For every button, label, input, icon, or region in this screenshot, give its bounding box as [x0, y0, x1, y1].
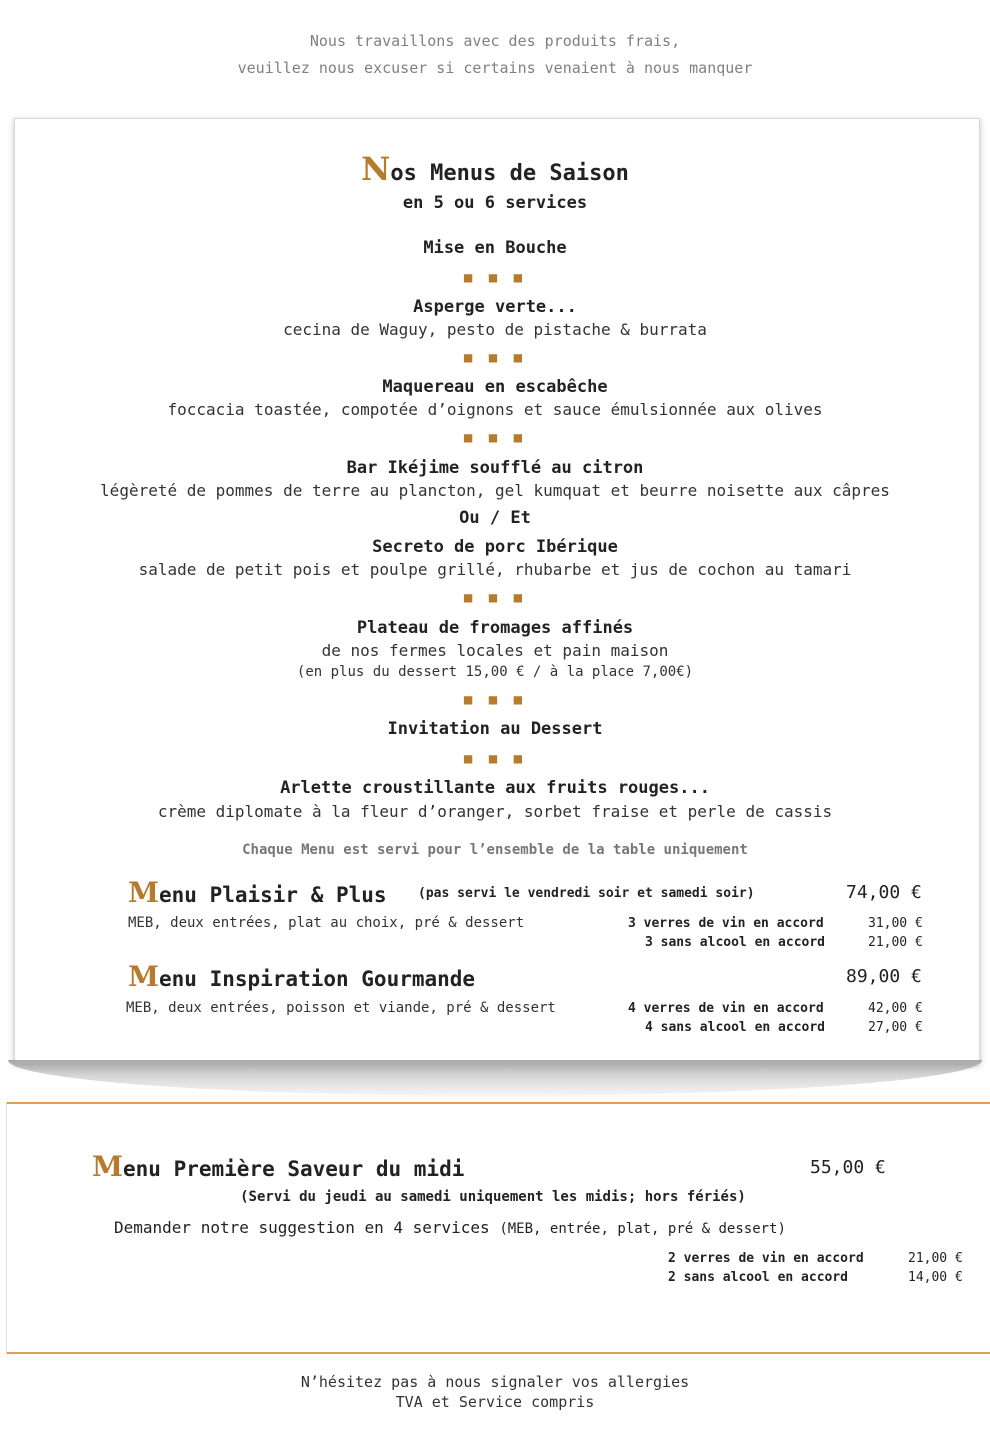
separator: ■ ■ ■	[463, 590, 527, 606]
course-3-name: Bar Ikéjime soufflé au citron	[346, 458, 644, 478]
separator: ■ ■ ■	[463, 430, 527, 446]
menu-plaisir-price: 74,00 €	[846, 882, 922, 903]
menu-inspiration-soft-price: 27,00 €	[868, 1020, 923, 1035]
course-2-name: Maquereau en escabêche	[382, 377, 608, 397]
menu-initial: M	[92, 1150, 123, 1183]
lunch-suggestion-detail: (MEB, entrée, plat, pré & dessert)	[499, 1221, 786, 1237]
menu-plaisir-title	[128, 876, 387, 909]
footer-tax: TVA et Service compris	[395, 1393, 595, 1411]
course-1-name: Asperge verte...	[413, 297, 577, 317]
menu-inspiration-title	[128, 960, 475, 993]
lunch-wine-pairing: 2 verres de vin en accord	[668, 1251, 864, 1266]
menu-inspiration-soft-pairing: 4 sans alcool en accord	[645, 1020, 826, 1035]
menu-plaisir-wine-pairing: 3 verres de vin en accord	[628, 916, 824, 931]
lunch-wine-price: 21,00 €	[908, 1251, 963, 1266]
menu-plaisir-wine-price: 31,00 €	[868, 916, 923, 931]
season-subtitle: en 5 ou 6 services	[402, 193, 588, 213]
separator: ■ ■ ■	[463, 751, 527, 767]
separator: ■ ■ ■	[463, 692, 527, 708]
menu-name: enu Première Saveur du midi	[123, 1157, 465, 1181]
course-6-name: Invitation au Dessert	[387, 719, 603, 739]
card-shadow	[8, 1060, 982, 1096]
menu-inspiration-wine-pairing: 4 verres de vin en accord	[628, 1001, 824, 1016]
separator: ■ ■ ■	[463, 270, 527, 286]
menu-plaisir-note: (pas servi le vendredi soir et samedi soir)	[418, 886, 755, 901]
lunch-menu-price: 55,00 €	[810, 1157, 886, 1178]
intro-line-1: Nous travaillons avec des produits frais,	[309, 32, 681, 50]
course-5-note: (en plus du dessert 15,00 € / à la place 7,00€)	[296, 664, 694, 680]
footer-allergies: N’hésitez pas à nous signaler vos allergies	[300, 1373, 690, 1391]
intro-line-2: veuillez nous excuser si certains venaient à nous manquer	[237, 59, 753, 77]
lunch-soft-pairing: 2 sans alcool en accord	[668, 1270, 849, 1285]
lunch-menu-title	[92, 1150, 464, 1183]
season-title	[0, 150, 990, 188]
course-1-desc: cecina de Waguy, pesto de pistache & burrata	[283, 320, 707, 339]
course-5-name: Plateau de fromages affinés	[356, 618, 634, 638]
footer-text	[0, 1372, 990, 1412]
course-3-desc: légèreté de pommes de terre au plancton, gel kumquat et beurre noisette aux câpres	[100, 481, 890, 500]
title-text: os Menus de Saison	[390, 161, 629, 186]
lunch-suggestion: Demander notre suggestion en 4 services	[114, 1218, 490, 1237]
course-4-desc: salade de petit pois et poulpe grillé, rhubarbe et jus de cochon au tamari	[138, 560, 852, 579]
intro-text	[0, 28, 990, 82]
separator: ■ ■ ■	[463, 350, 527, 366]
course-amuse: Mise en Bouche	[423, 238, 567, 258]
menu-initial: M	[128, 876, 159, 909]
course-5-desc: de nos fermes locales et pain maison	[321, 641, 669, 660]
course-7-name: Arlette croustillante aux fruits rouges...	[280, 778, 710, 798]
course-4-name: Secreto de porc Ibérique	[372, 537, 618, 557]
menu-inspiration-price: 89,00 €	[846, 966, 922, 987]
course-2-desc: foccacia toastée, compotée d’oignons et sauce émulsionnée aux olives	[167, 400, 823, 419]
menu-name: enu Inspiration Gourmande	[159, 967, 476, 991]
menu-inspiration-wine-price: 42,00 €	[868, 1001, 923, 1016]
lunch-menu-note: (Servi du jeudi au samedi uniquement les midis; hors fériés)	[240, 1189, 746, 1205]
menu-plaisir-soft-pairing: 3 sans alcool en accord	[645, 935, 826, 950]
menu-initial: M	[128, 960, 159, 993]
course-7-desc: crème diplomate à la fleur d’oranger, sorbet fraise et perle de cassis	[157, 802, 833, 821]
lunch-soft-price: 14,00 €	[908, 1270, 963, 1285]
course-or-and: Ou / Et	[459, 508, 531, 528]
menu-name: enu Plaisir & Plus	[159, 883, 387, 907]
menu-inspiration-detail: MEB, deux entrées, poisson et viande, pré & dessert	[126, 1000, 556, 1016]
table-note: Chaque Menu est servi pour l’ensemble de la table uniquement	[242, 842, 748, 858]
menu-plaisir-soft-price: 21,00 €	[868, 935, 923, 950]
title-initial: N	[361, 150, 391, 188]
menu-plaisir-detail: MEB, deux entrées, plat au choix, pré & dessert	[128, 915, 525, 931]
lunch-menu-suggestion-row	[114, 1218, 786, 1237]
